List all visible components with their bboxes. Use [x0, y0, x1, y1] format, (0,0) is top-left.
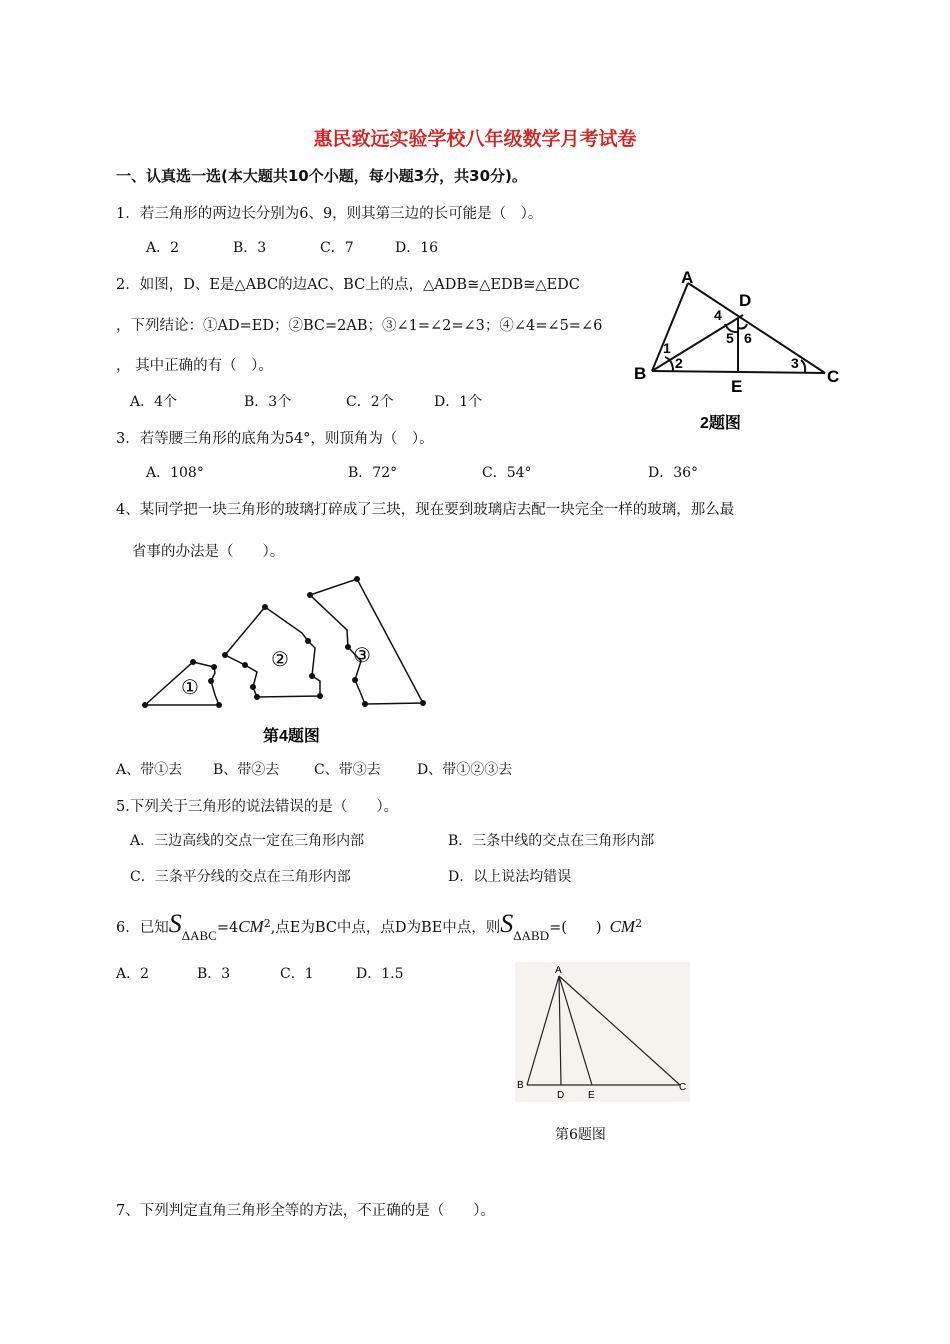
q4-option-c: C、带③去: [314, 762, 381, 778]
q6-triangle-abc: ΔABC: [181, 928, 217, 943]
q3-option-b: B．72°: [348, 465, 398, 481]
q2-triangle-figure: [625, 268, 850, 438]
q6-label-c: C: [679, 1082, 687, 1093]
q5-option-d: D．以上说法均错误: [448, 869, 572, 885]
q2-angle-2: 2: [675, 355, 683, 371]
q6-unit-2: CM: [609, 917, 636, 936]
q3-option-d: D．36°: [648, 465, 699, 481]
q2-label-c: C: [827, 367, 840, 386]
q1-option-b: B．3: [233, 240, 267, 256]
q2-option-b: B．3个: [244, 394, 292, 410]
q6-label-a: A: [555, 965, 562, 976]
q6-figure-caption: 第6题图: [555, 1127, 606, 1143]
q2-angle-6: 6: [744, 330, 752, 346]
q3-option-c: C．54°: [482, 465, 532, 481]
q2-angle-3: 3: [791, 355, 799, 371]
q6-tail: =( ): [549, 920, 602, 936]
q6-equals-4: =4: [216, 920, 239, 936]
q6-option-c: C．1: [280, 966, 314, 982]
q1-option-d: D．16: [395, 240, 439, 256]
q6-prefix: 6．已知: [116, 920, 169, 936]
q6-text: ,点E为BC中点，点D为BE中点，则: [270, 920, 501, 936]
question-1-stem: 1．若三角形的两边长分别为6、9，则其第三边的长可能是（ ）。: [116, 206, 543, 222]
question-2-line1: 2．如图，D、E是△ABC的边AC、BC上的点，△ADB≅△EDB≅△EDC: [116, 277, 580, 293]
question-4-line1: 4、某同学把一块三角形的玻璃打碎成了三块，现在要到玻璃店去配一块完全一样的玻璃，那么最: [116, 502, 735, 518]
page-title: 惠民致远实验学校八年级数学月考试卷: [313, 128, 637, 150]
q6-option-b: B．3: [197, 966, 231, 982]
q2-option-c: C．2个: [346, 394, 394, 410]
q2-figure-caption: 2题图: [700, 415, 741, 432]
q6-option-a: A．2: [116, 966, 150, 982]
q4-option-b: B、带②去: [213, 762, 280, 778]
q2-angle-1: 1: [663, 340, 671, 356]
q6-unit-exponent-2: 2: [635, 917, 643, 930]
q6-area-symbol-2: S: [500, 909, 514, 938]
q6-label-e: E: [588, 1090, 595, 1101]
q2-option-d: D．1个: [434, 394, 483, 410]
q1-option-c: C．7: [320, 240, 354, 256]
question-2-line2: ，下列结论：①AD=ED；②BC=2AB；③∠1=∠2=∠3；④∠4=∠5=∠6: [116, 318, 603, 334]
q6-label-b: B: [517, 1080, 524, 1091]
q2-label-b: B: [634, 364, 647, 383]
question-6-stem: [116, 904, 642, 948]
question-7-stem: 7、下列判定直角三角形全等的方法，不正确的是（ ）。: [116, 1203, 495, 1219]
q4-option-d: D、带①②③去: [417, 762, 513, 778]
section-heading: 一、认真选一选(本大题共10个小题，每小题3分，共30分)。: [116, 167, 527, 185]
q6-unit-exponent: 2: [263, 917, 271, 930]
q4-piece-1-label: ①: [181, 677, 199, 699]
q6-triangle-figure: [515, 962, 695, 1107]
q5-option-c: C．三条平分线的交点在三角形内部: [130, 869, 351, 885]
question-4-line2: 省事的办法是（ ）。: [132, 544, 285, 560]
q2-label-a: A: [681, 268, 694, 287]
q2-option-a: A．4个: [130, 394, 178, 410]
question-2-line3: ， 其中正确的有（ ）。: [116, 358, 273, 374]
q3-option-a: A．108°: [146, 465, 204, 481]
q2-label-e: E: [731, 377, 743, 396]
q2-angle-4: 4: [714, 307, 722, 323]
question-3-stem: 3．若等腰三角形的底角为54°，则顶角为（ ）。: [116, 431, 434, 447]
q2-label-d: D: [739, 291, 752, 310]
q4-option-a: A、带①去: [116, 762, 183, 778]
q5-option-b: B．三条中线的交点在三角形内部: [448, 833, 655, 849]
q6-triangle-abd: ΔABD: [513, 928, 550, 943]
q4-piece-2-label: ②: [271, 649, 289, 671]
q1-option-a: A．2: [146, 240, 180, 256]
q2-angle-5: 5: [726, 330, 734, 346]
q6-area-symbol: S: [168, 909, 182, 938]
question-5-stem: 5.下列关于三角形的说法错误的是（ ）。: [116, 799, 399, 815]
q5-option-a: A．三边高线的交点一定在三角形内部: [130, 833, 365, 849]
q4-figure-caption: 第4题图: [263, 728, 320, 745]
q6-option-d: D．1.5: [356, 966, 404, 982]
q6-unit: CM: [238, 917, 264, 936]
q6-label-d: D: [557, 1090, 565, 1101]
q4-piece-3-label: ③: [353, 645, 371, 667]
q4-glass-fragments-figure: [135, 575, 435, 747]
